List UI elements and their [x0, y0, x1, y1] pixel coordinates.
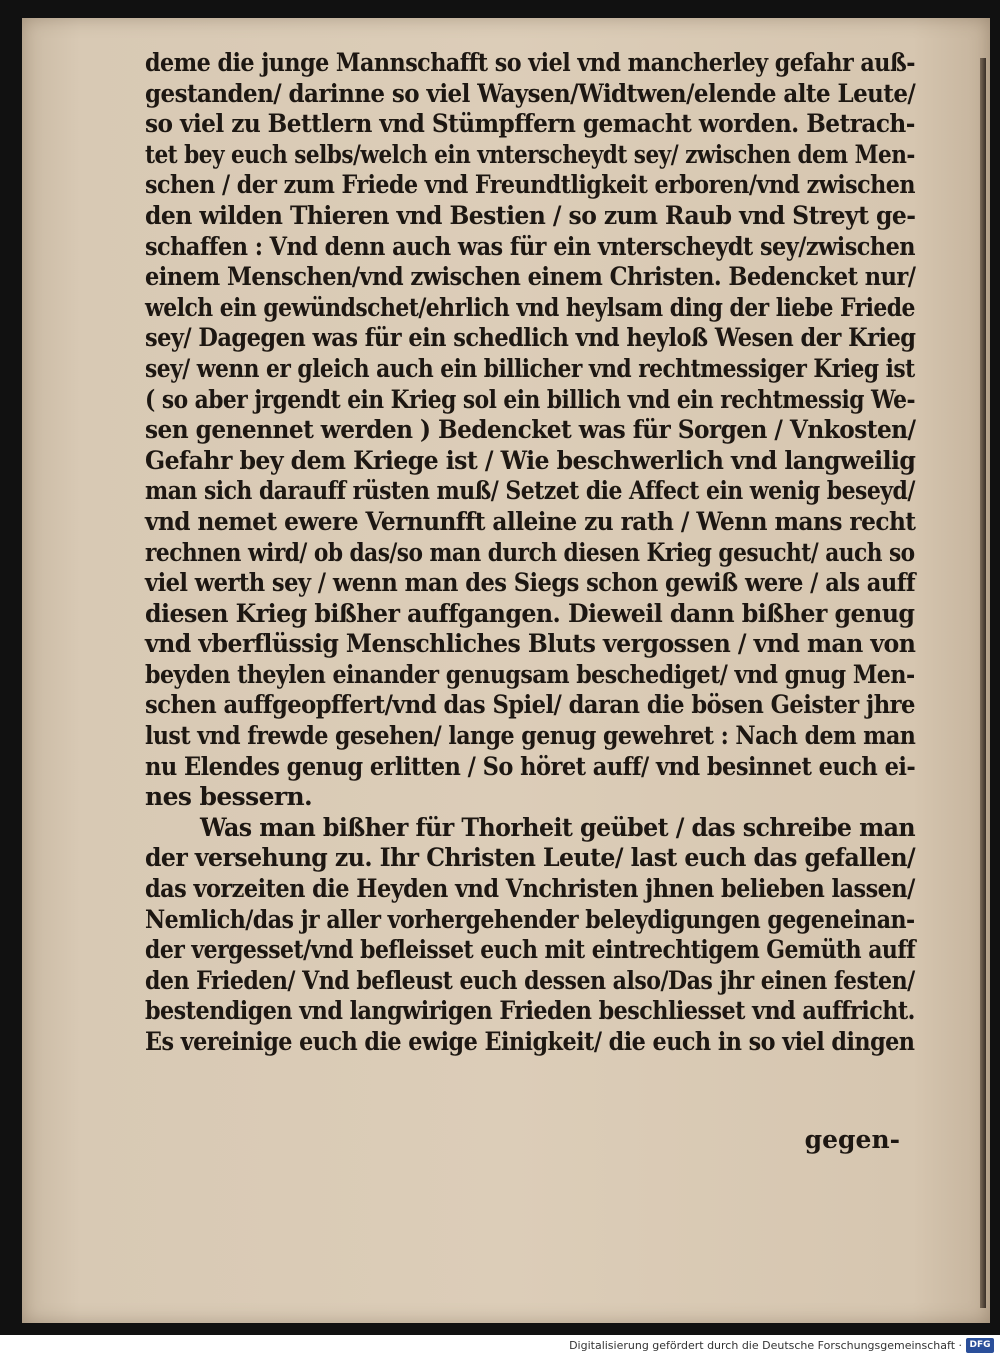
text-line: nu Elendes genug erlitten / So höret auff/ vnd besinnet euch ei-: [145, 751, 916, 781]
text-line: das vorzeiten die Heyden vnd Vnchristen jhnen belieben lassen/: [145, 874, 915, 904]
text-line: tet bey euch selbs/welch ein vnterscheydt sey/ zwischen dem Men-: [145, 139, 915, 169]
text-line: so viel zu Bettlern vnd Stümpffern gemacht worden. Betrach-: [145, 109, 915, 139]
text-line: bestendigen vnd langwirigen Frieden beschliesset vnd auffricht.: [145, 996, 915, 1026]
dfg-logo: DFG: [966, 1338, 994, 1353]
text-line: sey/ wenn er gleich auch ein billicher vnd rechtmessiger Krieg ist: [145, 353, 915, 383]
text-line: Was man bißher für Thorheit geübet / das schreibe man: [199, 812, 916, 842]
text-line: schaffen : Vnd denn auch was für ein vnterscheydt sey/zwischen: [145, 231, 916, 261]
text-line: man sich darauff rüsten muß/ Setzet die Affect ein wenig beseyd/: [145, 476, 915, 506]
text-line: lust vnd frewde gesehen/ lange genug gewehret : Nach dem man: [145, 721, 916, 751]
text-line: der vergesset/vnd befleisset euch mit eintrechtigem Gemüth auff: [145, 935, 916, 965]
text-line: einem Menschen/vnd zwischen einem Christen. Bedencket nur/: [145, 262, 916, 292]
text-line: deme die junge Mannschafft so viel vnd mancherley gefahr auß-: [145, 48, 915, 77]
text-line: ( so aber jrgendt ein Krieg sol ein billich vnd ein rechtmessig We-: [145, 384, 916, 414]
text-line: schen auffgeopffert/vnd das Spiel/ daran die bösen Geister jhre: [145, 690, 915, 720]
text-line: viel werth sey / wenn man des Siegs schon gewiß were / als auff: [145, 568, 916, 598]
text-line: den wilden Thieren vnd Bestien / so zum Raub vnd Streyt ge-: [145, 200, 916, 230]
text-line: der versehung zu. Ihr Christen Leute/ last euch das gefallen/: [145, 843, 916, 873]
text-line: vnd vberflüssig Menschliches Bluts vergossen / vnd man von: [145, 629, 916, 659]
text-line: rechnen wird/ ob das/so man durch diesen Krieg gesucht/ auch so: [145, 537, 915, 567]
text-line: beyden theylen einander genugsam beschediget/ vnd gnug Men-: [145, 659, 915, 689]
text-line: Gefahr bey dem Kriege ist / Wie beschwerlich vnd langweilig: [145, 445, 916, 475]
text-line: nes bessern.: [145, 782, 313, 812]
catchword: gegen-: [804, 1125, 900, 1154]
text-line: sey/ Dagegen was für ein schedlich vnd heyloß Wesen der Krieg: [145, 323, 916, 353]
text-line: Nemlich/das jr aller vorhergehender beleydigungen gegeneinan-: [145, 904, 915, 934]
text-line: sen genennet werden ) Bedencket was für Sorgen / Vnkosten/: [145, 415, 916, 445]
text-line: Es vereinige euch die ewige Einigkeit/ die euch in so viel dingen: [145, 1027, 915, 1056]
funding-credit: Digitalisierung gefördert durch die Deutsche Forschungsgemeinschaft ·: [569, 1339, 962, 1352]
text-line: vnd nemet ewere Vernunfft alleine zu rath / Wenn mans recht: [145, 506, 916, 536]
text-line: diesen Krieg bißher auffgangen. Dieweil dann bißher genug: [145, 598, 915, 628]
footer-bar: [0, 1335, 1000, 1357]
body-text: [145, 48, 915, 1058]
page-edge: [980, 58, 986, 1308]
text-line: schen / der zum Friede vnd Freundtligkeit erboren/vnd zwischen: [145, 170, 915, 200]
text-line: den Frieden/ Vnd befleust euch dessen also/Das jhr einen festen/: [145, 965, 915, 995]
text-line: welch ein gewündschet/ehrlich vnd heylsam ding der liebe Friede: [145, 292, 915, 322]
text-line: gestanden/ darinne so viel Waysen/Widtwen/elende alte Leute/: [145, 78, 916, 108]
